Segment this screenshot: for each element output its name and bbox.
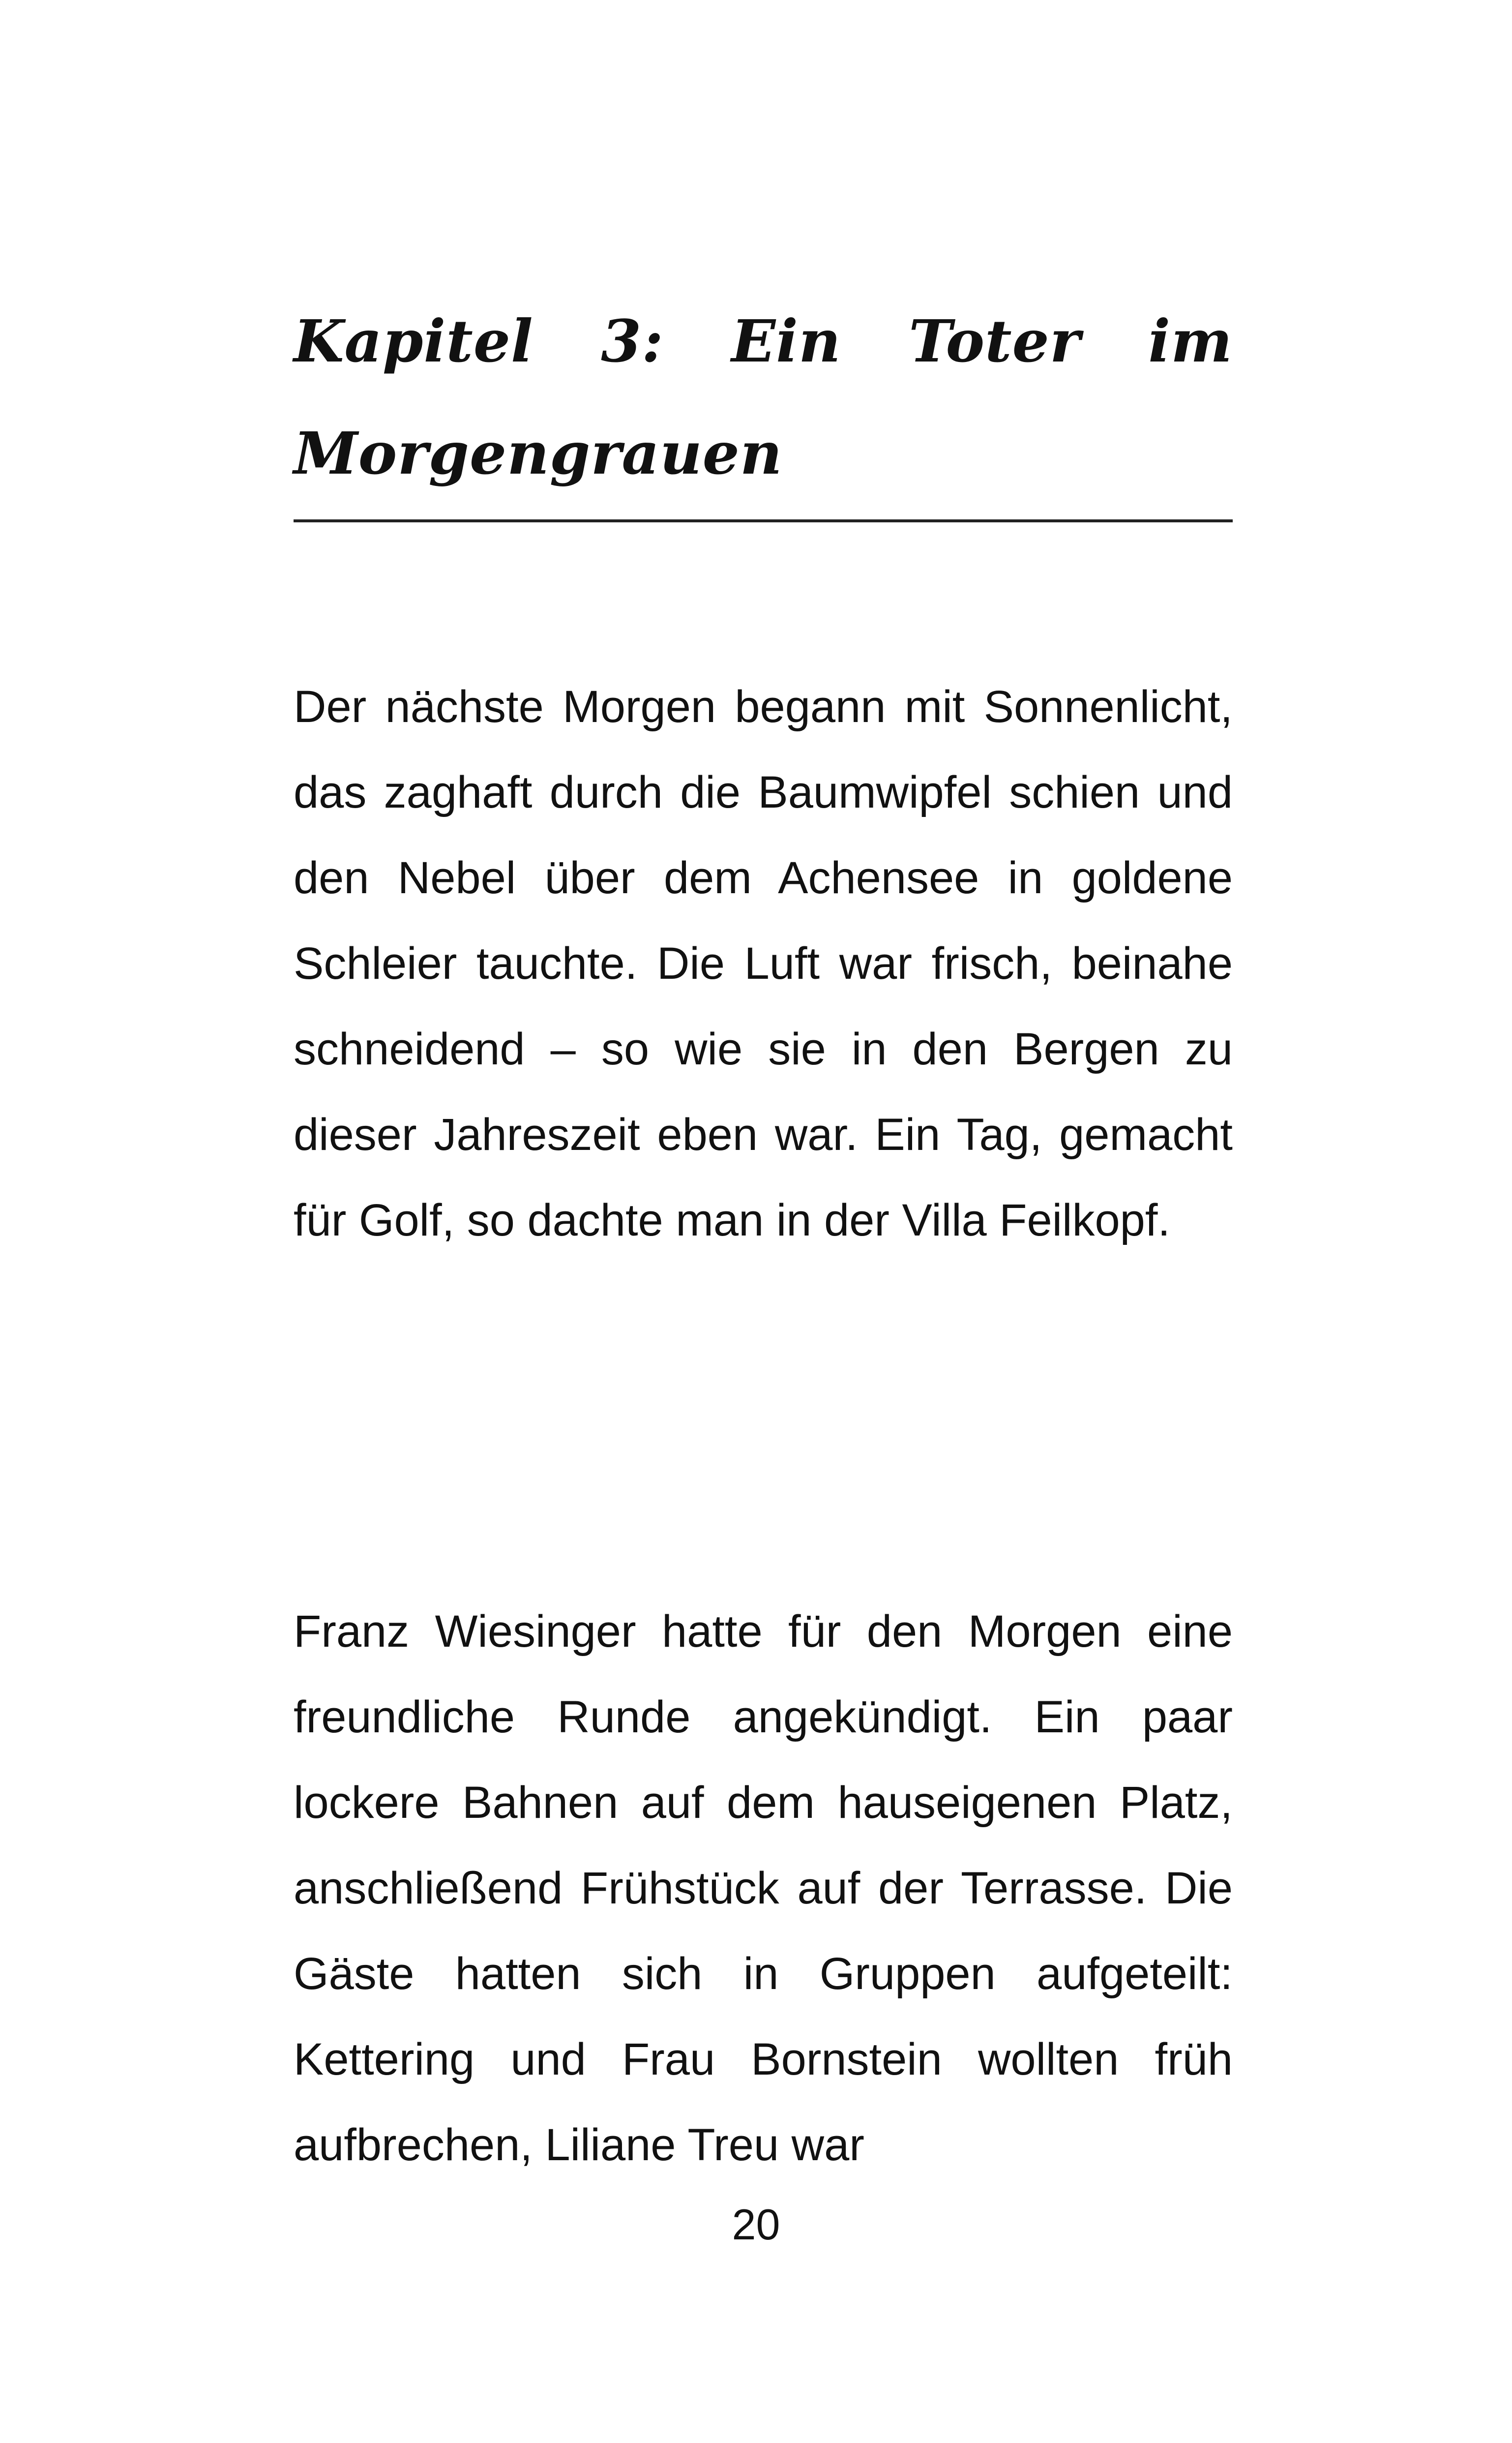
title-divider [294,519,1233,522]
paragraph-2: Franz Wiesinger hatte für den Morgen eine freundliche Runde angekündigt. Ein paar lockere Bahnen auf dem hauseigenen Platz, anschließend Frühstück auf der Terrasse. Die Gäste hatten sich in Gruppen aufgeteilt: Kettering und Frau Bornstein wollten früh aufbrechen, Liliane Treu war [294,1606,1233,2170]
page-content [294,285,1233,2170]
chapter-title: Kapitel 3: Ein Toter im Morgengrauen [294,307,1233,487]
page-number: 20 [732,2200,780,2249]
paragraph-1: Der nächste Morgen begann mit Sonnenlicht, das zaghaft durch die Baumwipfel schien und den Nebel über dem Achensee in goldene Schleier tauchte. Die Luft war frisch, beinahe schneidend – so wie sie in den Bergen zu dieser Jahreszeit eben war. Ein Tag, gemacht für Golf, so dachte man in der Villa Feilkopf. [294,682,1233,1245]
